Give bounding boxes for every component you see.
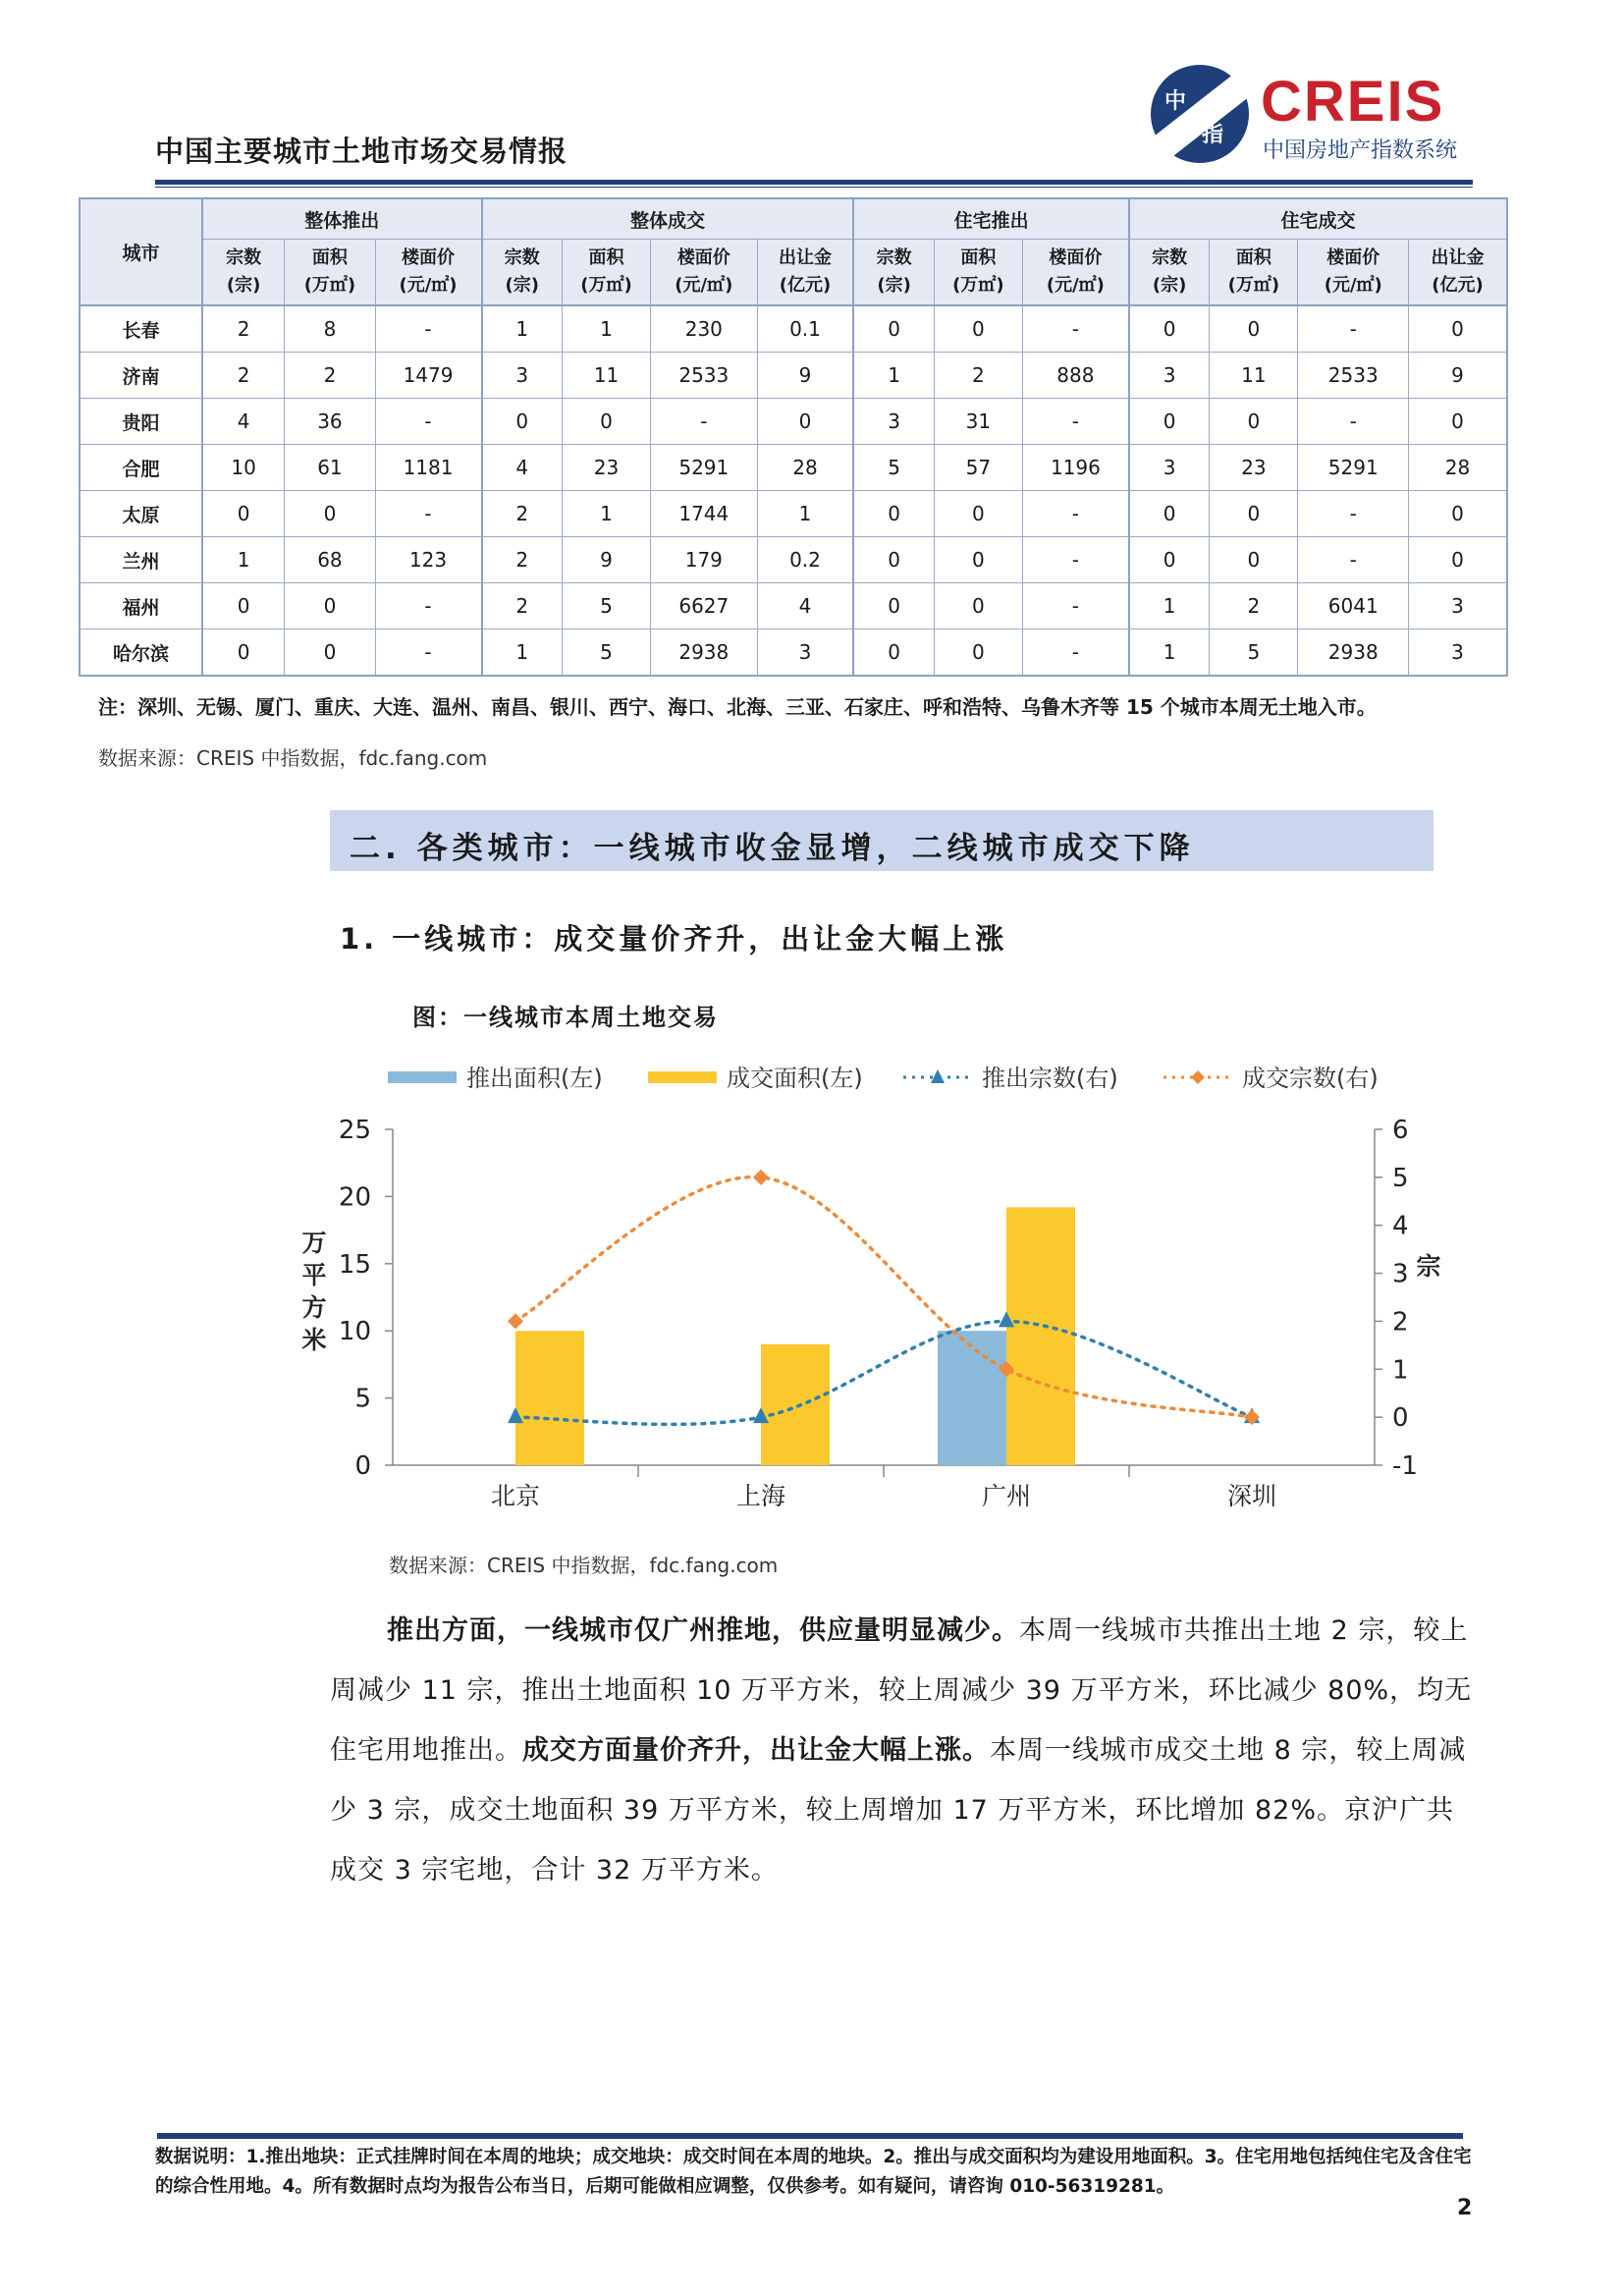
point-deal-count (508, 1313, 523, 1329)
column-header (202, 240, 285, 306)
table-cell: 0 (1409, 399, 1507, 445)
table-row (80, 629, 1507, 677)
table-cell: - (375, 399, 482, 445)
paragraph-deal-detail: 本周一线城市成交土地 8 宗，较上周减少 3 宗，成交土地面积 39 万平方米，较上周增加 17 万平方米，环比增加 82%。京沪广共成交 3 宗宅地，合计 32 万平方米。 (330, 1735, 1467, 1886)
column-header-unit: (宗) (505, 275, 539, 296)
table-cell: 5291 (1298, 445, 1409, 491)
table-cell: 0 (934, 629, 1022, 677)
table-row (80, 305, 1507, 353)
legend-swatch-0 (388, 1071, 457, 1083)
table-cell: 1 (1129, 583, 1210, 629)
table-cell: 0 (285, 491, 375, 537)
left-tick-label: 10 (338, 1317, 371, 1347)
table-cell: - (1298, 399, 1409, 445)
table-source: 数据来源：CREIS 中指数据，fdc.fang.com (98, 746, 488, 770)
paragraph-lead-supply: 推出方面，一线城市仅广州推地，供应量明显减少。 (387, 1615, 1019, 1646)
table-cell: 0 (1129, 305, 1210, 353)
table-cell: 2 (482, 583, 563, 629)
logo-brand: CREIS (1261, 70, 1445, 134)
column-header-unit: (宗) (877, 275, 911, 296)
table-cell: 9 (1409, 353, 1507, 399)
column-header (853, 240, 934, 306)
table-cell: - (375, 491, 482, 537)
table-cell: 1196 (1022, 445, 1129, 491)
column-header-city: 城市 (80, 198, 202, 305)
series-line-deal-count (515, 1176, 1252, 1417)
subsection-title: 1. 一线城市：成交量价齐升，出让金大幅上涨 (340, 922, 1008, 956)
table-cell: 1 (757, 491, 853, 537)
column-header-name: 宗数 (226, 247, 262, 268)
table-cell: - (1298, 491, 1409, 537)
table-cell: 28 (757, 445, 853, 491)
table-cell: 3 (1409, 583, 1507, 629)
legend-swatch-1 (648, 1071, 717, 1083)
column-header-unit: (宗) (1152, 275, 1187, 296)
table-cell: 0 (202, 491, 285, 537)
table-cell: 0 (562, 399, 650, 445)
column-header-name: 楼面价 (402, 247, 456, 268)
column-header-unit: (万㎡) (303, 275, 356, 296)
column-header-unit: (宗) (226, 275, 261, 296)
table-cell: 9 (562, 537, 650, 583)
table-cell: 5291 (651, 445, 758, 491)
legend-label-1: 成交面积(左) (727, 1065, 863, 1092)
table-cell: 2 (202, 305, 285, 353)
column-header-unit: (万㎡) (1227, 275, 1280, 296)
column-header-name: 出让金 (1431, 247, 1485, 268)
table-cell: 0 (1210, 305, 1298, 353)
column-header (757, 240, 853, 306)
table-cell: 3 (1129, 353, 1210, 399)
table-cell: 0 (1409, 305, 1507, 353)
creis-logo (1151, 65, 1485, 169)
column-header-name: 宗数 (1152, 247, 1188, 268)
table-cell: - (1298, 305, 1409, 353)
table-cell: 11 (562, 353, 650, 399)
y-axis-title-char: 平 (301, 1261, 327, 1289)
table-cell: 0 (934, 583, 1022, 629)
table-cell: 5 (1210, 629, 1298, 677)
column-group-header: 住宅成交 (1129, 198, 1507, 240)
paragraph-supply-detail: 本周一线城市共推出土地 2 宗，较上周减少 11 宗，推出土地面积 10 万平方米，较上周减少 39 万平方米，环比减少 80%，均无住宅用地推出。 (330, 1615, 1473, 1766)
table-cell: 3 (853, 399, 934, 445)
column-header-name: 面积 (588, 247, 624, 268)
table-cell: 0 (853, 583, 934, 629)
column-header-name: 宗数 (876, 247, 912, 268)
column-header-unit: (元/㎡) (1324, 275, 1382, 296)
table-cell: 2938 (651, 629, 758, 677)
column-group-header: 整体推出 (202, 198, 482, 240)
column-header (285, 240, 375, 306)
table-cell: - (651, 399, 758, 445)
table-cell: 1 (562, 305, 650, 353)
right-tick-label: 0 (1392, 1403, 1409, 1434)
table-cell: 1744 (651, 491, 758, 537)
footer-rule (157, 2133, 1463, 2139)
table-cell: 2 (482, 491, 563, 537)
column-header-unit: (万㎡) (580, 275, 632, 296)
table-cell: 0 (934, 491, 1022, 537)
table-cell: 0 (1210, 491, 1298, 537)
table-cell: 0 (1129, 537, 1210, 583)
column-header-name: 面积 (1235, 247, 1271, 268)
report-title: 中国主要城市土地市场交易情报 (155, 135, 568, 168)
table-cell: 2 (202, 353, 285, 399)
legend-marker-2 (931, 1069, 945, 1083)
column-header (651, 240, 758, 306)
footer-note: 数据说明：1.推出地块：正式挂牌时间在本周的地块；成交地块：成交时间在本周的地块。2。推出与成交面积均为建设用地面积。3。住宅用地包括纯住宅及含住宅的综合性用地。4。所有数据时点均为报告公布当日，后期可能做相应调整，仅供参考。如有疑问，请咨询 010-56319281。 (155, 2147, 1472, 2197)
table-cell: 5 (562, 629, 650, 677)
right-tick-label: 4 (1392, 1211, 1409, 1241)
column-header (1409, 240, 1507, 306)
legend-label-2: 推出宗数(右) (982, 1065, 1118, 1092)
table-cell: 3 (757, 629, 853, 677)
body-paragraph (330, 1601, 1473, 1900)
bar-deal (515, 1331, 584, 1465)
category-label: 广州 (981, 1482, 1032, 1510)
table-cell: 3 (1129, 445, 1210, 491)
table-cell: - (1298, 537, 1409, 583)
column-header (562, 240, 650, 306)
table-cell: - (1022, 491, 1129, 537)
chart-svg (275, 1041, 1441, 1532)
table-row (80, 445, 1507, 491)
table-cell: 0 (1210, 537, 1298, 583)
y-axis-title-char: 米 (301, 1326, 327, 1354)
logo-subtitle: 中国房地产指数系统 (1263, 138, 1458, 163)
table-cell: 123 (375, 537, 482, 583)
table-cell: 1 (482, 305, 563, 353)
table-cell: - (375, 583, 482, 629)
right-tick-label: 6 (1392, 1116, 1409, 1145)
column-header-unit: (元/㎡) (399, 275, 458, 296)
city-cell: 合肥 (80, 445, 202, 491)
legend-label-3: 成交宗数(右) (1242, 1065, 1379, 1092)
logo-char-top: 中 (1164, 89, 1187, 114)
table-note: 注：深圳、无锡、厦门、重庆、大连、温州、南昌、银川、西宁、海口、北海、三亚、石家庄、呼和浩特、乌鲁木齐等 15 个城市本周无土地入市。 (98, 695, 1377, 719)
table-cell: - (375, 629, 482, 677)
left-tick-label: 5 (354, 1384, 371, 1414)
table-row (80, 491, 1507, 537)
column-header (375, 240, 482, 306)
y-axis-title-char: 方 (301, 1293, 327, 1322)
point-deal-count (753, 1170, 769, 1185)
table-cell: 0 (853, 491, 934, 537)
right-tick-label: 1 (1392, 1355, 1409, 1386)
table-cell: 4 (757, 583, 853, 629)
table-cell: - (1022, 399, 1129, 445)
table-cell: 4 (202, 399, 285, 445)
city-cell: 兰州 (80, 537, 202, 583)
figure-title: 图：一线城市本周土地交易 (412, 1004, 719, 1031)
city-cell: 哈尔滨 (80, 629, 202, 677)
table-cell: - (1022, 537, 1129, 583)
category-label: 上海 (735, 1482, 786, 1510)
logo-char-bottom: 指 (1202, 123, 1224, 147)
table-cell: 4 (482, 445, 563, 491)
legend-marker-3 (1191, 1070, 1205, 1084)
table-cell: - (1022, 305, 1129, 353)
table-cell: 9 (757, 353, 853, 399)
chart-source: 数据来源：CREIS 中指数据，fdc.fang.com (389, 1554, 779, 1577)
table-cell: 0 (1409, 537, 1507, 583)
column-group-header: 住宅推出 (853, 198, 1129, 240)
column-header-unit: (亿元) (779, 275, 832, 296)
table-cell: 1181 (375, 445, 482, 491)
column-header-name: 楼面价 (676, 247, 730, 268)
table-cell: 23 (562, 445, 650, 491)
table-cell: 3 (482, 353, 563, 399)
y-axis-title-char: 万 (301, 1229, 327, 1257)
table-cell: 6041 (1298, 583, 1409, 629)
city-cell: 贵阳 (80, 399, 202, 445)
table-cell: 0 (1409, 491, 1507, 537)
table-row (80, 583, 1507, 629)
table-cell: 1 (1129, 629, 1210, 677)
right-tick-label: 3 (1392, 1259, 1409, 1289)
table-cell: 10 (202, 445, 285, 491)
table-cell: 0 (1129, 399, 1210, 445)
bar-deal (1006, 1207, 1075, 1465)
city-cell: 福州 (80, 583, 202, 629)
table-cell: 2938 (1298, 629, 1409, 677)
table-cell: 0.1 (757, 305, 853, 353)
table-cell: - (1022, 629, 1129, 677)
table-cell: 3 (1409, 629, 1507, 677)
table-cell: 0 (202, 583, 285, 629)
column-header-unit: (亿元) (1432, 275, 1484, 296)
table-cell: 2 (285, 353, 375, 399)
table-row (80, 399, 1507, 445)
table-cell: 2533 (651, 353, 758, 399)
category-label: 深圳 (1226, 1482, 1277, 1510)
right-tick-label: -1 (1392, 1451, 1418, 1481)
column-header (1022, 240, 1129, 306)
table-cell: 179 (651, 537, 758, 583)
table-cell: 0 (1210, 399, 1298, 445)
left-tick-label: 25 (338, 1116, 371, 1145)
table-cell: - (1022, 583, 1129, 629)
table-cell: 0 (934, 537, 1022, 583)
paragraph-lead-deal: 成交方面量价齐升，出让金大幅上涨。 (522, 1735, 990, 1766)
table-cell: 0 (285, 629, 375, 677)
column-header (1210, 240, 1298, 306)
right-tick-label: 2 (1392, 1307, 1409, 1338)
table-cell: 5 (562, 583, 650, 629)
table-cell: 0 (934, 305, 1022, 353)
table-cell: 2 (1210, 583, 1298, 629)
table-cell: 6627 (651, 583, 758, 629)
city-land-table (79, 197, 1508, 677)
table-cell: 1 (562, 491, 650, 537)
table-cell: 0 (853, 305, 934, 353)
category-label: 北京 (490, 1482, 541, 1510)
table-cell: 230 (651, 305, 758, 353)
column-header-name: 楼面价 (1326, 247, 1380, 268)
legend-label-0: 推出面积(左) (466, 1065, 603, 1092)
table-cell: 36 (285, 399, 375, 445)
table-cell: 2 (482, 537, 563, 583)
table-cell: 8 (285, 305, 375, 353)
header-rule-thin (155, 187, 1473, 188)
table-cell: 0 (853, 537, 934, 583)
column-header-unit: (元/㎡) (1046, 275, 1105, 296)
table-cell: 888 (1022, 353, 1129, 399)
right-tick-label: 5 (1392, 1163, 1409, 1193)
series-line-supply-count (515, 1321, 1252, 1424)
table-cell: 0 (853, 629, 934, 677)
table-cell: 0.2 (757, 537, 853, 583)
table-cell: 1 (482, 629, 563, 677)
left-tick-label: 15 (338, 1249, 371, 1280)
table-cell: 68 (285, 537, 375, 583)
column-header-unit: (元/㎡) (675, 275, 733, 296)
table-cell: 0 (482, 399, 563, 445)
table-cell: 31 (934, 399, 1022, 445)
column-header (1129, 240, 1210, 306)
table-row (80, 537, 1507, 583)
table-cell: - (375, 305, 482, 353)
table-cell: 61 (285, 445, 375, 491)
page-number: 2 (1457, 2196, 1473, 2220)
table-cell: 1 (202, 537, 285, 583)
column-header (482, 240, 563, 306)
column-header-name: 面积 (311, 247, 348, 268)
city-cell: 太原 (80, 491, 202, 537)
left-tick-label: 0 (354, 1451, 371, 1481)
table-cell: 2 (934, 353, 1022, 399)
table-cell: 0 (757, 399, 853, 445)
city-cell: 长春 (80, 305, 202, 353)
y2-axis-title: 宗 (1416, 1252, 1441, 1281)
table-cell: 57 (934, 445, 1022, 491)
column-header-name: 宗数 (504, 247, 540, 268)
column-group-header: 整体成交 (482, 198, 854, 240)
table-cell: 1479 (375, 353, 482, 399)
city-cell: 济南 (80, 353, 202, 399)
column-header-name: 楼面价 (1049, 247, 1103, 268)
logo-emblem (1151, 65, 1249, 163)
column-header-name: 面积 (960, 247, 997, 268)
table-cell: 28 (1409, 445, 1507, 491)
tier1-land-chart (275, 1041, 1441, 1532)
column-header-unit: (万㎡) (952, 275, 1004, 296)
column-header (934, 240, 1022, 306)
bar-supply (938, 1331, 1006, 1465)
left-tick-label: 20 (338, 1182, 371, 1213)
table-cell: 2533 (1298, 353, 1409, 399)
table-cell: 1 (853, 353, 934, 399)
table-cell: 0 (1129, 491, 1210, 537)
table-cell: 5 (853, 445, 934, 491)
column-header-name: 出让金 (778, 247, 832, 268)
bar-deal (761, 1344, 830, 1465)
table-cell: 0 (202, 629, 285, 677)
table-cell: 23 (1210, 445, 1298, 491)
header-rule (155, 180, 1473, 185)
column-header (1298, 240, 1409, 306)
section-title: 二. 各类城市：一线城市收金显增，二线城市成交下降 (350, 831, 1195, 866)
table-cell: 0 (285, 583, 375, 629)
table-cell: 11 (1210, 353, 1298, 399)
table-row (80, 353, 1507, 399)
